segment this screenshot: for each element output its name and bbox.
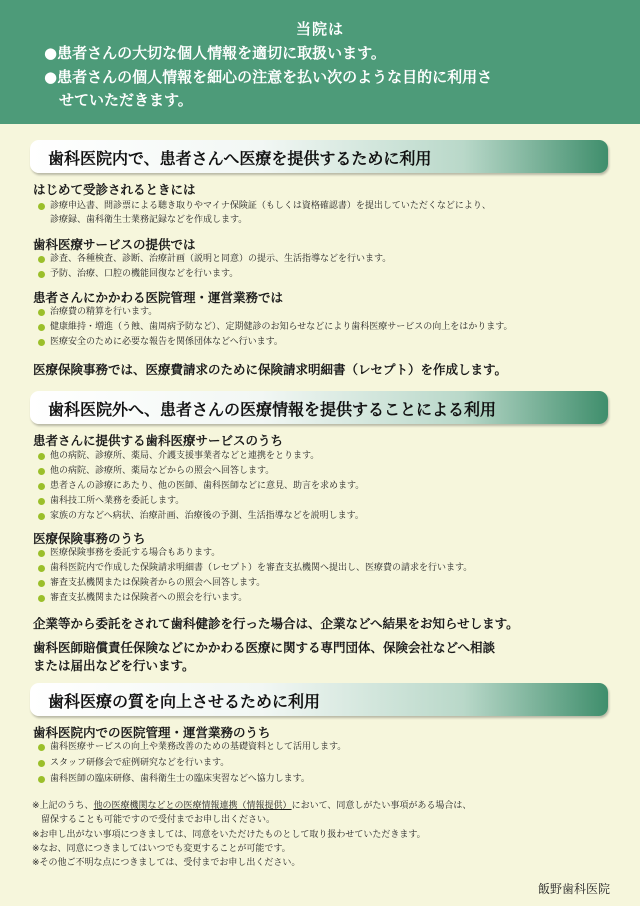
section-2-sub-2: 医療保険事務のうち (33, 531, 146, 546)
section-2-banner (30, 391, 608, 424)
section-1-sub-3: 患者さんにかかわる医院管理・運営業務では (33, 290, 284, 305)
note-4: ※その他ご不明な点につきましては、受付までお申し出ください。 (32, 858, 301, 868)
section-1-sub-2: 歯科医療サービスの提供では (33, 237, 196, 252)
list-item: スタッフ研修会で症例研究などを行います。 (38, 756, 229, 771)
list-item: 歯科医師の臨床研修、歯科衛生士の臨床実習などへ協力します。 (38, 772, 310, 787)
section-1-paragraph: 医療保険事務では、医療費請求のために保険請求明細書（レセプト）を作成します。 (33, 362, 508, 377)
section-1-sub-1: はじめて受診されるときには (33, 182, 196, 197)
note-1: ※上記のうち、他の医療機関などとの医療情報連携（情報提供）において、同意しがたい事項がある場合は、 (32, 801, 472, 811)
list-item: 歯科技工所へ業務を委託します。 (38, 494, 184, 509)
list-item: 患者さんの診療にあたり、他の医師、歯科医師などに意見、助言を求めます。 (38, 479, 364, 494)
list-item: 他の病院、診療所、薬局などからの照会へ回答します。 (38, 464, 274, 479)
header-line-3: せていただきます。 (44, 91, 193, 109)
list-item: 健康維持・増進（う蝕、歯周病予防など）、定期健診のお知らせなどにより歯科医療サービスの向上をはかります。 (38, 320, 513, 335)
header-title: 当院は (295, 20, 344, 38)
list-item: 診査、各種検査、診断、治療計画（説明と同意）の提示、生活指導などを行います。 (38, 252, 391, 267)
section-3-banner (30, 683, 608, 716)
header-panel (0, 0, 640, 124)
list-item: 診療申込書、問診票による聴き取りやマイナ保険証（もしくは資格確認書）を提出していただくなどにより、 (38, 199, 491, 214)
list-item: 歯科医院内で作成した保険請求明細書（レセプト）を審査支払機関へ提出し、医療費の請求を行います。 (38, 561, 472, 576)
note-1-underlined: 他の医療機関などとの医療情報連携（情報提供） (93, 801, 292, 811)
section-2-title: 歯科医院外へ、患者さんの医療情報を提供することによる利用 (48, 400, 497, 419)
section-2-paragraph-1: 企業等から委託をされて歯科健診を行った場合は、企業などへ結果をお知らせします。 (33, 616, 519, 631)
section-2-paragraph-2a: 歯科医師賠償責任保険などにかかわる医療に関する専門団体、保険会社などへ相談 (33, 640, 496, 655)
section-1-title: 歯科医院内で、患者さんへ医療を提供するために利用 (48, 149, 432, 168)
header-line-2: ●患者さんの個人情報を細心の注意を払い次のような目的に利用さ (44, 68, 493, 86)
list-item: 他の病院、診療所、薬局、介護支援事業者などと連携をとります。 (38, 449, 319, 464)
section-3-sub-1: 歯科医院内での医院管理・運営業務のうち (33, 725, 271, 740)
list-item: 審査支払機関または保険者からの照会へ回答します。 (38, 576, 265, 591)
list-item: 診療録、歯科衛生士業務記録などを作成します。 (50, 215, 248, 225)
section-2-paragraph-2b: または届出などを行います。 (33, 658, 195, 673)
list-item: 家族の方などへ病状、治療計画、治療後の予測、生活指導などを説明します。 (38, 509, 364, 524)
note-1-line-2: 留保することも可能ですので受付までお申し出ください。 (32, 815, 276, 825)
section-3-title: 歯科医療の質を向上させるために利用 (48, 692, 321, 711)
clinic-name: 飯野歯科医院 (537, 882, 610, 896)
list-item: 審査支払機関または保険者への照会を行います。 (38, 591, 247, 606)
list-item: 治療費の精算を行います。 (38, 305, 157, 320)
section-2-sub-1: 患者さんに提供する歯科医療サービスのうち (33, 433, 284, 448)
note-2: ※お申し出がない事項につきましては、同意をいただけたものとして取り扱わせていただきます。 (32, 830, 426, 840)
list-item: 医療安全のために必要な報告を関係団体などへ行います。 (38, 335, 283, 350)
section-1-banner (30, 140, 608, 173)
list-item: 予防、治療、口腔の機能回復などを行います。 (38, 267, 238, 282)
list-item: 医療保険事務を委託する場合もあります。 (38, 546, 220, 561)
note-3: ※なお、同意につきましてはいつでも変更することが可能です。 (32, 844, 291, 854)
header-line-1: ●患者さんの大切な個人情報を適切に取扱います。 (44, 44, 386, 62)
list-item: 歯科医療サービスの向上や業務改善のための基礎資料として活用します。 (38, 740, 346, 755)
